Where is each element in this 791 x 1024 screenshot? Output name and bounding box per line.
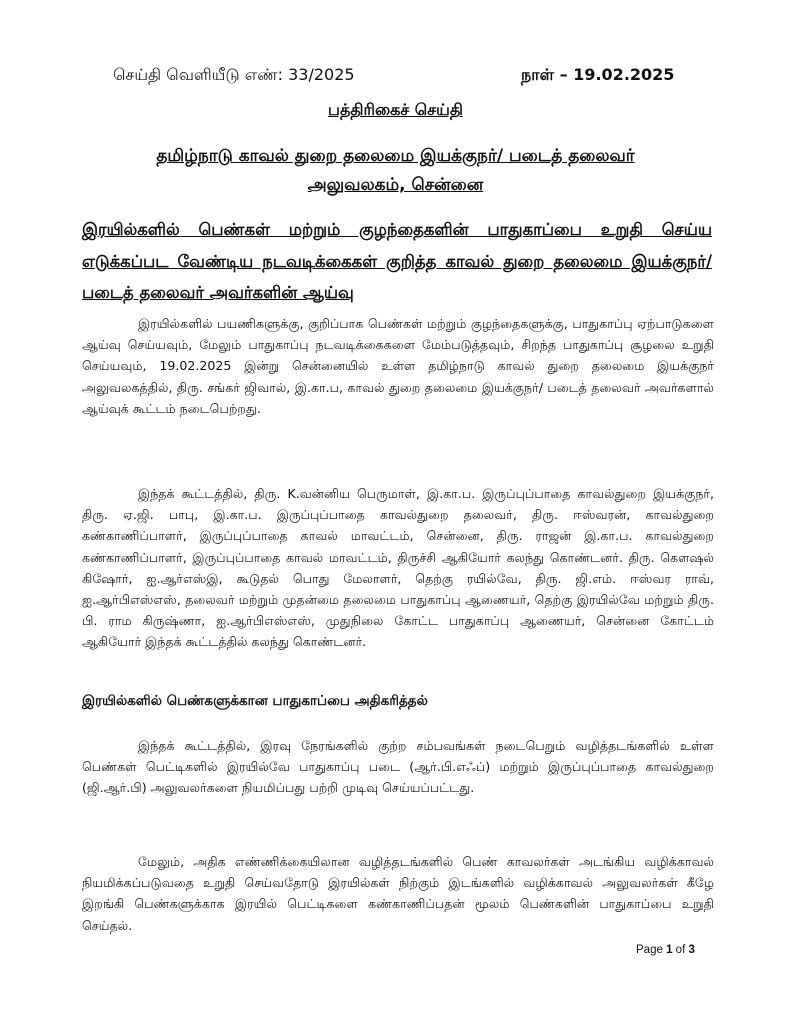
page-prefix: Page xyxy=(636,944,663,956)
document-title: இரயில்களில் பெண்கள் மற்றும் குழந்தைகளின் பாதுகாப்பை உறுதி செய்ய எடுக்கப்பட வேண்டிய நடவடிக்கைகள் குறித்த காவல் துறை தலைமை இயக்குநர்/ படைத் தலைவர் அவர்களின் ஆய்வு xyxy=(82,220,712,302)
office-name-line1: தமிழ்நாடு காவல் துறை தலைமை இயக்குநர்/ படைத் தலைவர் xyxy=(156,146,635,166)
paragraph-2 xyxy=(82,483,714,653)
paragraph-1-text: இரயில்களில் பயணிகளுக்கு, குறிப்பாக பெண்கள் மற்றும் குழந்தைகளுக்கு, பாதுகாப்பு ஏற்பாடுகளை ஆய்வு செய்யவும், மேலும் பாதுகாப்பு நடவடிக்கைகளை மேம்படுத்தவும், சிறந்த பாதுகாப்பு சூழலை உறுதி செய்யவும், 19.02.2025 இன்று சென்னையில் உள்ள தமிழ்நாடு காவல் துறை தலைமை இயக்குநர் அலுவலகத்தில், திரு. சங்கர் ஜிவால், இ.கா.ப, காவல் துறை தலைமை இயக்குநர்/ படைத் தலைவர் அவர்களால் ஆய்வுக் கூட்டம் நடைபெற்றது. xyxy=(82,316,714,416)
release-number: செய்தி வெளியீடு எண்: 33/2025 xyxy=(113,65,355,84)
paragraph-3 xyxy=(82,735,714,799)
page-of: of xyxy=(675,944,686,956)
page-number xyxy=(636,944,695,956)
paragraph-4 xyxy=(82,851,714,936)
release-date: நாள் – 19.02.2025 xyxy=(521,65,675,84)
page-current: 1 xyxy=(666,944,673,956)
section-subheading: இரயில்களில் பெண்களுக்கான பாதுகாப்பை அதிகரித்தல் xyxy=(82,693,428,709)
office-name-line2: அலுவலகம், சென்னை xyxy=(307,175,484,195)
press-release-label: பத்திரிகைச் செய்தி xyxy=(328,100,463,119)
paragraph-2-text: இந்தக் கூட்டத்தில், திரு. K.வன்னிய பெருமாள், இ.கா.ப. இருப்புப்பாதை காவல்துறை இயக்குநர், திரு. ஏ.ஜி. பாபு, இ.கா.ப. இருப்புப்பாதை காவல்துறை தலைவர், திரு. ஈஸ்வரன், காவல்துறை கண்காணிப்பாளர், இருப்புப்பாதை காவல் மாவட்டம், சென்னை, திரு. ராஜன் இ.கா.ப. காவல்துறை கண்காணிப்பாளர், இருப்புப்பாதை காவல் மாவட்டம், திருச்சி ஆகியோர் கலந்து கொண்டனர். திரு. கௌஷல் கிஷோர், ஐ.ஆர்எஸ்இ, கூடுதல் பொது மேலாளர், தெற்கு ரயில்வே, திரு. ஜி.எம். ஈஸ்வர ராவ், ஐ.ஆர்பிஎஸ்எஸ், தலைவர் மற்றும் முதன்மை தலைமை பாதுகாப்பு ஆணையர், தெற்கு இரயில்வே மற்றும் திரு. பி. ராம கிருஷ்ணா, ஐ.ஆர்பிஎஸ்எஸ், முதுநிலை கோட்ட பாதுகாப்பு ஆணையர், சென்னை கோட்டம் ஆகியோர் இந்தக் கூட்டத்தில் கலந்து கொண்டனர். xyxy=(82,486,715,650)
paragraph-1 xyxy=(82,313,714,419)
page-total: 3 xyxy=(688,944,695,956)
paragraph-4-text: மேலும், அதிக எண்ணிக்கையிலான வழித்தடங்களில் பெண் காவலர்கள் அடங்கிய வழிக்காவல் நியமிக்கப்படுவதை உறுதி செய்வதோடு இரயில்கள் நிற்கும் இடங்களில் வழிக்காவல் அலுவலர்கள் கீழே இறங்கி பெண்களுக்காக இரயில் பெட்டிகளை கண்காணிப்பதன் மூலம் பெண்களின் பாதுகாப்பை உறுதி செய்தல். xyxy=(82,854,714,933)
paragraph-3-text: இந்தக் கூட்டத்தில், இரவு நேரங்களில் குற்ற சம்பவங்கள் நடைபெறும் வழித்தடங்களில் உள்ள பெண்கள் பெட்டிகளில் இரயில்வே பாதுகாப்பு படை (ஆர்.பி.எஃப்) மற்றும் இருப்புப்பாதை காவல்துறை (ஜி.ஆர்.பி) அலுவலர்களை நியமிப்பது பற்றி முடிவு செய்யப்பட்டது. xyxy=(82,738,714,796)
